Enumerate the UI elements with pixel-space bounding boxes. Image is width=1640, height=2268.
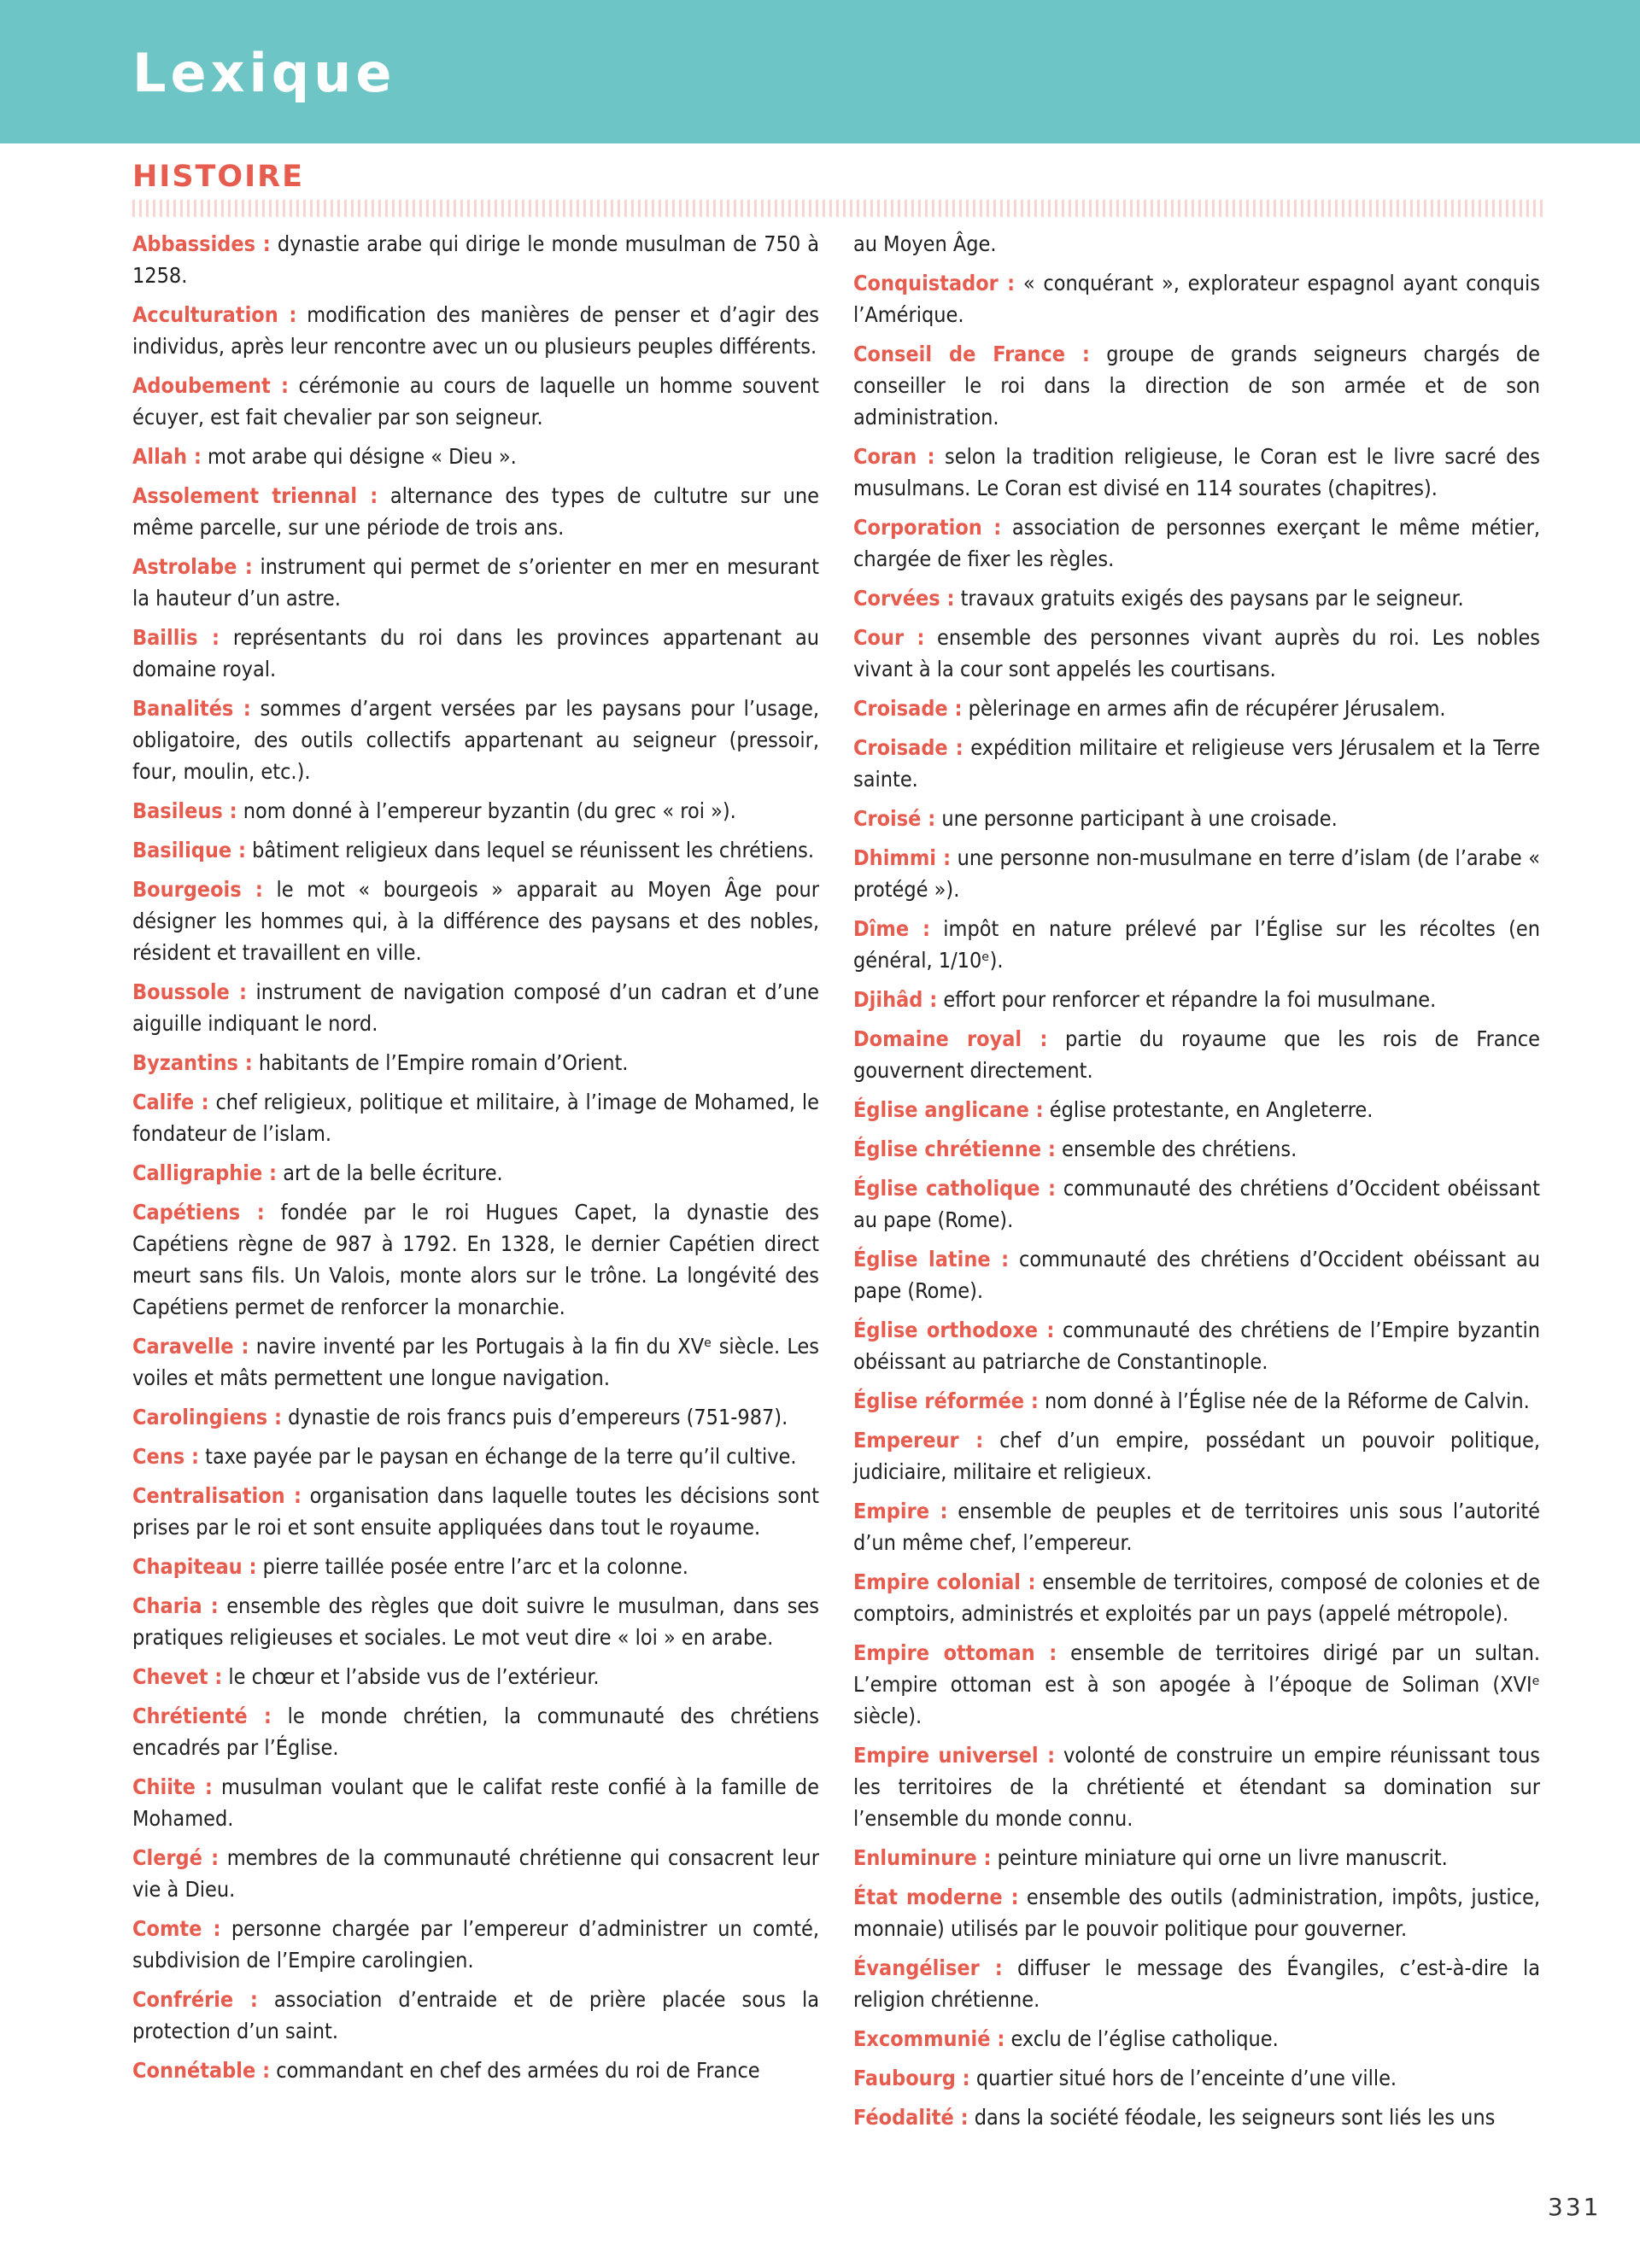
glossary-entry [132,480,819,543]
glossary-term: Empire : [853,1499,948,1523]
glossary-term: Abbassides : [132,231,271,256]
glossary-term: Croisé : [853,806,936,831]
glossary-definition: communauté des chrétiens de l’Empire byzantin obéissant au patriarche de Constantinople. [853,1318,1540,1374]
glossary-entry [853,2023,1540,2055]
glossary-definition: ensemble de peuples et de territoires unis sous l’autorité d’un même chef, l’empereur. [853,1499,1540,1555]
glossary-entry [853,1133,1540,1165]
glossary-term: Église réformée : [853,1388,1039,1413]
glossary-definition: une personne participant à une croisade. [935,806,1338,831]
glossary-definition: nom donné à l’empereur byzantin (du grec « roi »). [237,798,736,823]
glossary-entry [853,803,1540,834]
glossary-term: Djihâd : [853,987,938,1012]
glossary-entry [132,693,819,787]
glossary-definition: groupe de grands seigneurs chargés de conseiller le roi dans la direction de son armée et de son administration. [853,342,1540,430]
glossary-term: Charia : [132,1593,219,1618]
glossary-entry [853,1495,1540,1558]
glossary-entry [853,582,1540,614]
glossary-term: Basilique : [132,838,247,862]
glossary-definition: communauté des chrétiens d’Occident obéissant au pape (Rome). [853,1176,1540,1232]
glossary-definition: bâtiment religieux dans lequel se réunissent les chrétiens. [246,838,815,862]
glossary-term: Église anglicane : [853,1097,1044,1122]
glossary-entry [132,2055,819,2086]
glossary-term: Église latine : [853,1247,1010,1271]
glossary-definition: diffuser le message des Évangiles, c’est-à-dire la religion chrétienne. [853,1955,1540,2012]
glossary-definition: exclu de l’église catholique. [1004,2026,1279,2051]
glossary-entry [132,228,819,291]
glossary-entry [132,1842,819,1905]
glossary-entry [853,1023,1540,1086]
glossary-entry [132,1401,819,1433]
glossary-definition: le chœur et l’abside vus de l’extérieur. [222,1664,600,1689]
glossary-entry [132,441,819,472]
glossary-definition: cérémonie au cours de laquelle un homme souvent écuyer, est fait chevalier par son seigneur. [132,373,819,430]
glossary-definition: le monde chrétien, la communauté des chrétiens encadrés par l’Église. [132,1704,819,1760]
glossary-definition: membres de la communauté chrétienne qui consacrent leur vie à Dieu. [132,1845,819,1902]
glossary-entry [132,1984,819,2047]
glossary-term: Boussole : [132,979,247,1004]
glossary-definition: impôt en nature prélevé par l’Église sur les récoltes (en général, 1/10ᵉ). [853,916,1540,973]
glossary-term: Basileus : [132,798,237,823]
glossary-definition: « conquérant », explorateur espagnol ayant conquis l’Amérique. [853,271,1540,327]
glossary-term: Astrolabe : [132,554,253,579]
glossary-definition: instrument de navigation composé d’un cadran et d’une aiguille indiquant le nord. [132,979,819,1036]
glossary-entry [132,1441,819,1472]
glossary-term: Acculturation : [132,302,297,327]
glossary-definition: taxe payée par le paysan en échange de la terre qu’il cultive. [199,1444,797,1469]
glossary-entry [132,1771,819,1834]
glossary-term: Corporation : [853,515,1002,540]
glossary-term: Baillis : [132,625,220,650]
glossary-entry [853,267,1540,330]
glossary-entry [853,913,1540,976]
glossary-term: Connétable : [132,2058,271,2083]
glossary-entry [853,1314,1540,1377]
glossary-entry [853,1385,1540,1417]
glossary-definition: musulman voulant que le califat reste confié à la famille de Mohamed. [132,1774,819,1831]
glossary-entry [853,511,1540,575]
glossary-term: Chevet : [132,1664,223,1689]
glossary-definition: ensemble de territoires dirigé par un sultan. L’empire ottoman est à son apogée à l’époque de Soliman (XVIᵉ siècle). [853,1640,1540,1728]
glossary-term: Excommunié : [853,2026,1005,2051]
glossary-definition: ensemble des personnes vivant auprès du roi. Les nobles vivant à la cour sont appelés les courtisans. [853,625,1540,681]
glossary-definition: nom donné à l’Église née de la Réforme de Calvin. [1038,1388,1530,1413]
glossary-entry [132,1480,819,1543]
glossary-entry [853,732,1540,795]
glossary-term: État moderne : [853,1885,1019,1909]
glossary-term: Centralisation : [132,1483,302,1508]
glossary-definition: fondée par le roi Hugues Capet, la dynastie des Capétiens règne de 987 à 1792. En 1328, le dernier Capétien direct meurt sans fils. Un Valois, monte alors sur le trône. La longévité des Capétiens permet de renforcer la monarchie. [132,1200,819,1319]
glossary-definition: alternance des types de cultutre sur une même parcelle, sur une période de trois ans. [132,483,819,540]
glossary-entry [132,1330,819,1394]
glossary-entry [853,1952,1540,2015]
glossary-definition: chef religieux, politique et militaire, à l’image de Mohamed, le fondateur de l’islam. [132,1090,819,1146]
glossary-definition: organisation dans laquelle toutes les décisions sont prises par le roi et sont ensuite appliquées dans tout le royaume. [132,1483,819,1540]
glossary-definition: pèlerinage en armes afin de récupérer Jérusalem. [962,696,1446,721]
glossary-entry [132,976,819,1039]
glossary-entry [853,984,1540,1015]
glossary-term: Coran : [853,444,935,469]
glossary-term: Empire universel : [853,1743,1056,1768]
glossary-term: Calligraphie : [132,1160,278,1185]
glossary-term: Banalités : [132,696,251,721]
glossary-entry [853,2101,1540,2133]
glossary-definition: représentants du roi dans les provinces appartenant au domaine royal. [132,625,819,681]
glossary-term: Adoubement : [132,373,289,398]
glossary-entry [853,1739,1540,1834]
section-title: HISTOIRE [132,160,305,194]
header-banner [0,0,1640,143]
glossary-entry [853,1566,1540,1629]
glossary-term: Église orthodoxe : [853,1318,1055,1342]
glossary-definition: ensemble des règles que doit suivre le musulman, dans ses pratiques religieuses et sociales. Le mot veut dire « loi » en arabe. [132,1593,819,1650]
glossary-term: Dhimmi : [853,845,952,870]
glossary-definition: quartier situé hors de l’enceinte d’une ville. [969,2066,1397,2090]
glossary-term: Empire colonial : [853,1569,1036,1594]
glossary-entry [132,1700,819,1763]
glossary-definition: travaux gratuits exigés des paysans par le seigneur. [954,586,1464,611]
glossary-term: Église chrétienne : [853,1137,1056,1161]
glossary-definition: ensemble des outils (administration, impôts, justice, monnaie) utilisés par le pouvoir politique pour gouverner. [853,1885,1540,1941]
glossary-term: Cour : [853,625,925,650]
glossary-term: Carolingiens : [132,1405,282,1429]
glossary-entry [853,2062,1540,2094]
glossary-entry [853,693,1540,724]
glossary-term: Caravelle : [132,1334,249,1359]
glossary-entry [853,622,1540,685]
glossary-entry [132,1913,819,1976]
glossary-entry [132,874,819,968]
glossary-term: Évangéliser : [853,1955,1003,1980]
glossary-term: Croisade : [853,696,963,721]
glossary-definition: selon la tradition religieuse, le Coran est le livre sacré des musulmans. Le Coran est divisé en 114 sourates (chapitres). [853,444,1540,500]
glossary-term: Clergé : [132,1845,220,1870]
glossary-term: Cens : [132,1444,199,1469]
glossary-entry [132,622,819,685]
glossary-term: Assolement triennal : [132,483,378,508]
glossary-column-left [132,228,819,2094]
glossary-term: Chrétienté : [132,1704,272,1728]
glossary-definition: partie du royaume que les rois de France gouvernent directement. [853,1026,1540,1083]
glossary-definition: habitants de l’Empire romain d’Orient. [252,1050,629,1075]
glossary-definition: une personne non-musulmane en terre d’islam (de l’arabe « protégé »). [853,845,1540,902]
glossary-definition: navire inventé par les Portugais à la fin du XVᵉ siècle. Les voiles et mâts permettent une longue navigation. [132,1334,819,1390]
glossary-definition: dynastie de rois francs puis d’empereurs (751-987). [281,1405,788,1429]
glossary-entry [132,299,819,362]
glossary-entry [132,1196,819,1323]
glossary-entry [853,338,1540,433]
glossary-term: Église catholique : [853,1176,1057,1201]
glossary-entry [132,795,819,827]
glossary-definition: instrument qui permet de s’orienter en mer en mesurant la hauteur d’un astre. [132,554,819,611]
glossary-definition: modification des manières de penser et d’agir des individus, après leur rencontre avec un ou plusieurs peuples différents. [132,302,819,359]
glossary-entry [853,1094,1540,1125]
glossary-term: Enluminure : [853,1845,992,1870]
glossary-term: Domaine royal : [853,1026,1048,1051]
glossary-term: Confrérie : [132,1987,258,2012]
glossary-term: Conquistador : [853,271,1016,295]
glossary-entry [132,370,819,433]
glossary-definition: personne chargée par l’empereur d’administrer un comté, subdivision de l’Empire carolingien. [132,1916,819,1973]
glossary-definition: association d’entraide et de prière placée sous la protection d’un saint. [132,1987,819,2043]
glossary-entry [853,842,1540,905]
glossary-entry [132,1047,819,1078]
glossary-definition: dynastie arabe qui dirige le monde musulman de 750 à 1258. [132,231,819,288]
glossary-definition: dans la société féodale, les seigneurs sont liés les uns [968,2105,1496,2130]
glossary-entry [853,1637,1540,1732]
glossary-definition: église protestante, en Angleterre. [1043,1097,1374,1122]
glossary-term: Capétiens : [132,1200,265,1225]
glossary-entry [853,1842,1540,1873]
glossary-definition: association de personnes exerçant le même métier, chargée de fixer les règles. [853,515,1540,571]
glossary-term: Dîme : [853,916,931,941]
glossary-definition: ensemble de territoires, composé de colonies et de comptoirs, administrés et exploités par un pays (appelé métropole). [853,1569,1540,1626]
glossary-term: Empire ottoman : [853,1640,1057,1665]
glossary-definition: au Moyen Âge. [853,231,997,256]
glossary-term: Comte : [132,1916,221,1941]
glossary-entry [132,834,819,866]
glossary-term: Chapiteau : [132,1554,257,1579]
glossary-entry [853,1243,1540,1306]
glossary-definition: commandant en chef des armées du roi de France [270,2058,760,2083]
glossary-term: Bourgeois : [132,877,263,902]
glossary-entry [853,1881,1540,1944]
glossary-entry [132,1590,819,1653]
glossary-definition: effort pour renforcer et répandre la foi musulmane. [937,987,1437,1012]
glossary-term: Féodalité : [853,2105,969,2130]
glossary-entry [132,1157,819,1189]
glossary-term: Croisade : [853,735,964,760]
glossary-entry [132,551,819,614]
glossary-entry [132,1086,819,1149]
glossary-definition: le mot « bourgeois » apparait au Moyen Âge pour désigner les hommes qui, à la différence des paysans et des nobles, résident et travaillent en ville. [132,877,820,965]
glossary-definition: expédition militaire et religieuse vers Jérusalem et la Terre sainte. [853,735,1540,792]
glossary-definition: ensemble des chrétiens. [1055,1137,1297,1161]
glossary-term: Corvées : [853,586,955,611]
glossary-term: Calife : [132,1090,209,1114]
glossary-entry [853,441,1540,504]
glossary-term: Faubourg : [853,2066,970,2090]
glossary-definition: peinture miniature qui orne un livre manuscrit. [991,1845,1448,1870]
glossary-column-right [853,228,1540,2141]
glossary-definition: sommes d’argent versées par les paysans pour l’usage, obligatoire, des outils collectifs appartenant au seigneur (pressoir, four, moulin, etc.). [132,696,819,784]
glossary-term: Empereur : [853,1428,984,1453]
decorative-divider [132,200,1543,217]
page-title: Lexique [132,42,396,104]
glossary-term: Conseil de France : [853,342,1090,366]
glossary-entry [132,1551,819,1582]
page-number: 331 [1548,2193,1602,2221]
glossary-term: Chiite : [132,1774,213,1799]
glossary-entry [853,1424,1540,1488]
glossary-definition: art de la belle écriture. [277,1160,503,1185]
glossary-term: Allah : [132,444,202,469]
glossary-entry [853,1172,1540,1236]
glossary-term: Byzantins : [132,1050,253,1075]
glossary-definition: pierre taillée posée entre l’arc et la colonne. [256,1554,688,1579]
glossary-definition: communauté des chrétiens d’Occident obéissant au pape (Rome). [853,1247,1540,1303]
glossary-definition: mot arabe qui désigne « Dieu ». [201,444,517,469]
glossary-entry [853,228,1540,260]
glossary-definition: volonté de construire un empire réunissant tous les territoires de la chrétienté et étendant sa domination sur l’ensemble du monde connu. [853,1743,1540,1831]
glossary-entry [132,1661,819,1692]
glossary-definition: chef d’un empire, possédant un pouvoir politique, judiciaire, militaire et religieux. [853,1428,1540,1484]
